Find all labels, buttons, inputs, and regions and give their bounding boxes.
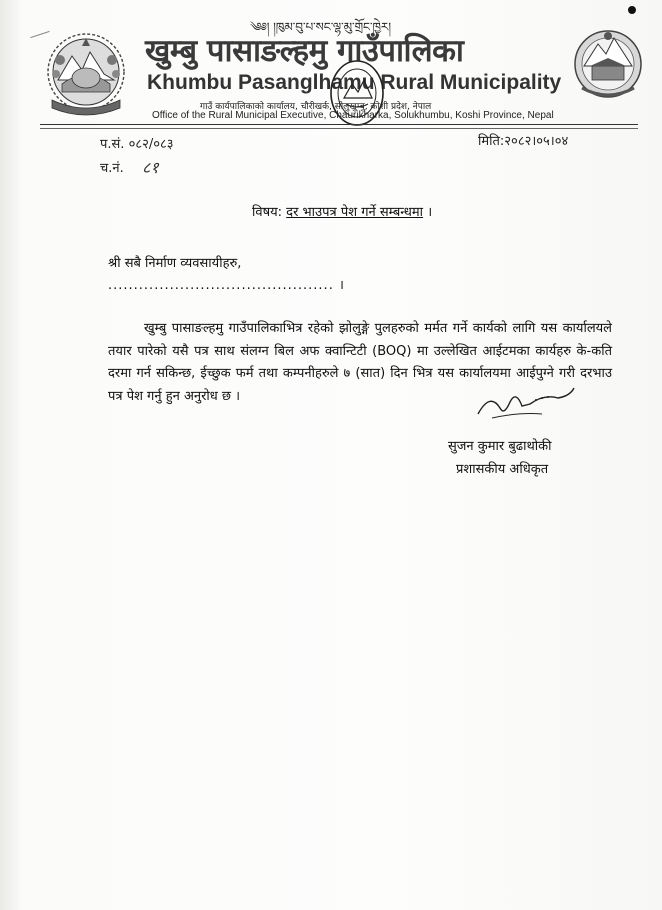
subject-end: । [427, 205, 433, 220]
official-stamp-icon [328, 58, 386, 128]
signatory-name: सुजन कुमार बुढाथोकी [448, 439, 552, 454]
subject-text: दर भाउपत्र पेश गर्ने सम्बन्धमा [286, 205, 424, 220]
addressee-blank: ............................................ । [108, 278, 345, 293]
dispatch-number: ८१ [142, 158, 159, 177]
nepal-emblem-icon [44, 30, 128, 116]
handwritten-signature [470, 384, 580, 424]
letter-ref-number: प.सं. ०८२/०८३ [100, 137, 174, 152]
office-address-nepali: गाउँ कार्यपालिकाको कार्यालय, चौरीखर्क, सोलुखुम्बु, कोशी प्रदेश, नेपाल [200, 102, 432, 112]
municipality-title-nepali: खुम्बु पासाङल्हमु गाउँपालिका [145, 33, 464, 69]
signatory-title: प्रशासकीय अधिकृत [456, 462, 549, 477]
dispatch-number-label: च.नं. [100, 161, 124, 176]
tibetan-heading: ༄༅། །ཁུམ་བུ་པ་སང་ལྷ་མུ་གྲོང་ཁྱེར། [250, 20, 391, 34]
municipality-logo-icon [572, 22, 644, 108]
letter-subject [252, 202, 432, 220]
letter-date: मिति:२०८२।०५।०४ [478, 134, 569, 149]
letter-body: खुम्बु पासाङल्हमु गाउँपालिकाभित्र रहेको झोलुङ्गे पुलहरुको मर्मत गर्ने कार्यको लागि यस कार्यालयले तयार पारेको यसै पत्र साथ संलग्न बिल अफ क्वान्टिटी (BOQ) मा उल्लेखित आईटमका कार्यहरु के-कति दरमा गर्न सकिन्छ, ईच्छुक फर्म तथा कम्पनीहरुले ७ (सात) दिन भित्र यस कार्यालयमा आईपुग्ने गरी दरभाउ पत्र पेश गर्नु हुन अनुरोध छ । [108, 321, 612, 404]
office-address-english: Office of the Rural Municipal Executive, Chaurikharka, Solukhumbu, Koshi Province, Nepal [152, 110, 554, 121]
letterhead-rule-thin [40, 128, 638, 129]
subject-label: विषय: [252, 205, 283, 220]
letterhead-rule [40, 124, 638, 125]
scan-dot [628, 6, 636, 14]
addressee: श्री सबै निर्माण व्यवसायीहरु, [108, 256, 242, 271]
municipality-title-english: Khumbu Pasanglhamu Rural Municipality [147, 71, 562, 94]
